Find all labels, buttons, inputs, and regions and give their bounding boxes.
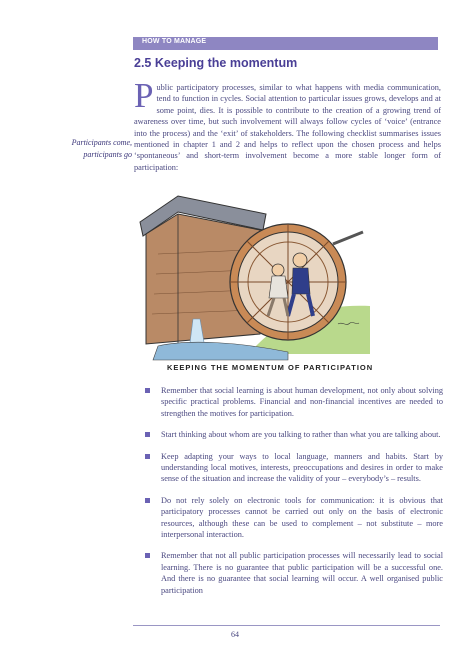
checklist-item-text: Do not rely solely on electronic tools for communication: it is obvious that participatory processes cannot be carried out only on the basis of electronic resources, although these can be used to complement – not substitute – more interpersonal interaction. xyxy=(161,495,443,540)
section-title: 2.5 Keeping the momentum xyxy=(134,56,298,70)
intro-text: ublic participatory processes, similar to what happens with media communication, tend to function in cycles. Social attention to particular issues grows, develops and at some point, dies. It is possible to contribute to the creation of a growing trend of awareness over time, but such involvement will always follow cycles of ‘voice’ (entrance into the process) and the ‘exit’ of stakeholders. The following checklist summarises issues mentioned in chapter 1 and 2 and helps to reflect upon the chosen process and helps ‘spontaneous’ and short-term involvement become a more stable longer form of participation: xyxy=(134,83,441,172)
bullet-square-icon xyxy=(145,432,150,437)
margin-note: Participants come, participants go xyxy=(71,138,132,159)
checklist xyxy=(145,385,443,606)
intro-paragraph xyxy=(134,76,441,173)
bullet-square-icon xyxy=(145,553,150,558)
checklist-item xyxy=(145,429,443,440)
checklist-item xyxy=(145,550,443,596)
checklist-item xyxy=(145,385,443,419)
section-header-label: HOW TO MANAGE xyxy=(142,38,207,45)
footer-divider xyxy=(133,625,440,626)
waterwheel-illustration xyxy=(138,194,370,362)
checklist-item-text: Keep adapting your ways to local language, manners and habits. Start by understanding local motives, interests, preoccupations and desires in order to make sense of the situation and increase the validity of your – everybody’s – results. xyxy=(161,451,443,484)
bullet-square-icon xyxy=(145,498,150,503)
checklist-item-text: Remember that social learning is about human development, not only about solving specific practical problems. Financial and non-financial incentives are needed to strengthen the motives for participation. xyxy=(161,386,443,418)
bullet-square-icon xyxy=(145,454,150,459)
checklist-item xyxy=(145,451,443,485)
drop-cap: P xyxy=(134,76,154,115)
checklist-item xyxy=(145,495,443,541)
checklist-item-text: Remember that not all public participation processes will necessarily lead to social learning. There is no guarantee that public participation will be a successful one. And there is no guarantee that social learning will occur. A well organised public participation xyxy=(161,551,443,595)
checklist-item-text: Start thinking about whom are you talking to rather than what you are talking about. xyxy=(161,430,441,440)
illustration-caption: KEEPING THE MOMENTUM OF PARTICIPATION xyxy=(167,363,374,372)
bullet-square-icon xyxy=(145,388,150,393)
axle xyxy=(333,232,363,244)
page-number: 64 xyxy=(231,630,239,639)
section-header-bar xyxy=(133,37,438,50)
